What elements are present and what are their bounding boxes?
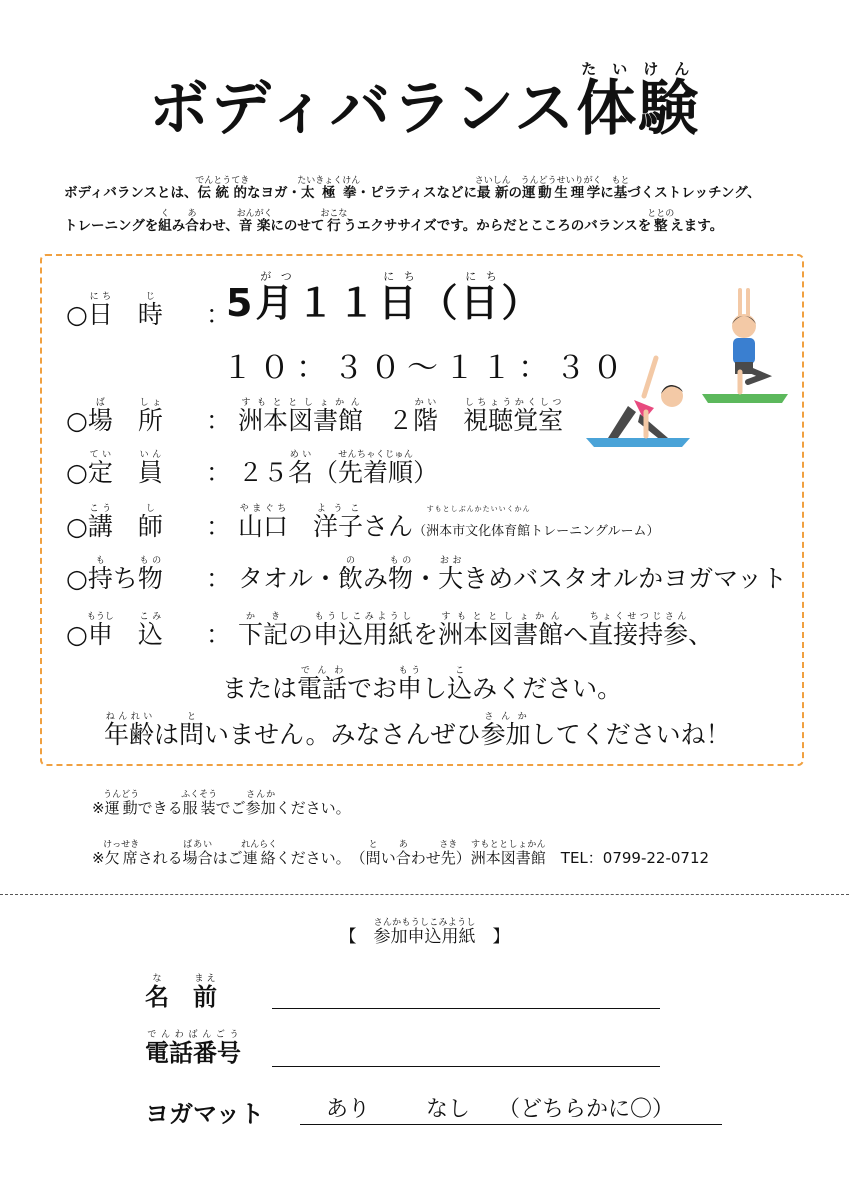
instructor-value: 山口やまぐち 洋子ようこさん <box>238 504 414 541</box>
title-kanji: 体験たいけん <box>576 60 701 144</box>
yoga-man-illustration <box>700 286 792 404</box>
yoga-mat-options <box>300 1092 722 1123</box>
intro-line-2: トレーニングを組くみ合あわせ、音楽おんがくにのせて行おこなうエクササイズです。からだとこころのバランスを整ととのえます。 <box>64 209 724 234</box>
apply-label: ○申もうし 込こみ <box>66 612 163 649</box>
intro-line-1: ボディバランスとは、伝統的でんとうてきなヨガ・太極拳たいきょくけん・ピラティスなどに最新さいしんの運動生理学うんどうせいりがくに基もとづくストレッチング、 <box>64 176 761 201</box>
note-clothing: ※運動うんどうできる服装ふくそうでご参加さんかください。 <box>92 790 351 817</box>
place-label: ○場ば 所しょ <box>66 398 163 435</box>
place-row: ○場ば 所しょ： 洲本図書館すもととしょかん ２階かい 視聴覚室しちょうかくしつ <box>66 398 564 435</box>
bring-row: ○持もち物もの： タオル・飲のみ物もの・大おおきめバスタオルかヨガマット <box>66 556 788 593</box>
date-label: ○日にち 時じ <box>66 292 163 329</box>
cut-line-divider <box>0 894 849 895</box>
yoga-option-yes[interactable]: あり <box>326 1097 371 1122</box>
age-note: 年齢ねんれいは問といません。みなさんぜひ参加さんかしてくださいね！ <box>104 712 731 749</box>
date-value: 5月がつ１１日にち（日にち） <box>226 270 543 325</box>
apply-value-2: または電話でんわでお申もうし込こみください。 <box>222 666 623 703</box>
capacity-label: ○定てい 員いん <box>66 450 163 487</box>
bring-value: タオル・飲のみ物もの・大おおきめバスタオルかヨガマット <box>238 556 788 593</box>
yoga-mat-blue <box>586 438 690 447</box>
capacity-row: ○定てい 員いん： ２５名めい（先着順せんちゃくじゅん） <box>66 450 439 487</box>
apply-value-1: 下記かきの申込用紙もうしこみようしを洲本図書館すもととしょかんへ直接持参ちょくせつじさん、 <box>238 612 714 649</box>
instructor-row: ○講こう 師し： 山口やまぐち 洋子ようこさん（洲本市文化体育館すもとしぶんかたいいくかんトレーニングルーム） <box>66 504 660 541</box>
yoga-mat-green <box>702 394 788 403</box>
title-main: ボディバランス <box>148 74 577 144</box>
yoga-mat-label: ヨガマット <box>145 1100 265 1128</box>
yoga-option-note: （どちらかに〇） <box>498 1097 675 1122</box>
date-colon: ： <box>206 300 232 329</box>
page-title <box>0 60 849 147</box>
apply-row: ○申もうし 込こみ： 下記かきの申込用紙もうしこみようしを洲本図書館すもととしょかんへ直接持参ちょくせつじさん、 <box>66 612 714 649</box>
yoga-option-no[interactable]: なし <box>426 1097 471 1122</box>
phone-field-label: 電話番号でんわばんごう <box>145 1030 241 1067</box>
note-contact: ※欠席けっせきされる場合ばあいはご連絡れんらくください。 （問とい合あわせ先さき）洲本図書館すもととしょかん TEL：0799-22-0712 <box>92 840 710 867</box>
bring-label: ○持もち物もの <box>66 556 163 593</box>
place-value: 洲本図書館すもととしょかん ２階かい 視聴覚室しちょうかくしつ <box>238 398 564 435</box>
yoga-woman-illustration <box>584 352 694 448</box>
form-title: 【 参加申込用紙さんかもうしこみようし 】 <box>339 918 510 947</box>
yoga-mat-line <box>300 1124 722 1125</box>
time-value: １０：３０～１１：３０ <box>222 350 629 386</box>
name-field-label: 名な 前まえ <box>145 974 217 1011</box>
date-row <box>66 292 238 331</box>
instructor-affiliation: （洲本市文化体育館すもとしぶんかたいいくかんトレーニングルーム） <box>413 505 660 539</box>
phone-field-line[interactable] <box>272 1066 660 1067</box>
capacity-value: ２５名めい（先着順せんちゃくじゅん） <box>238 450 439 487</box>
instructor-label: ○講こう 師し <box>66 504 163 541</box>
intro-text <box>64 176 794 242</box>
name-field-line[interactable] <box>272 1008 660 1009</box>
